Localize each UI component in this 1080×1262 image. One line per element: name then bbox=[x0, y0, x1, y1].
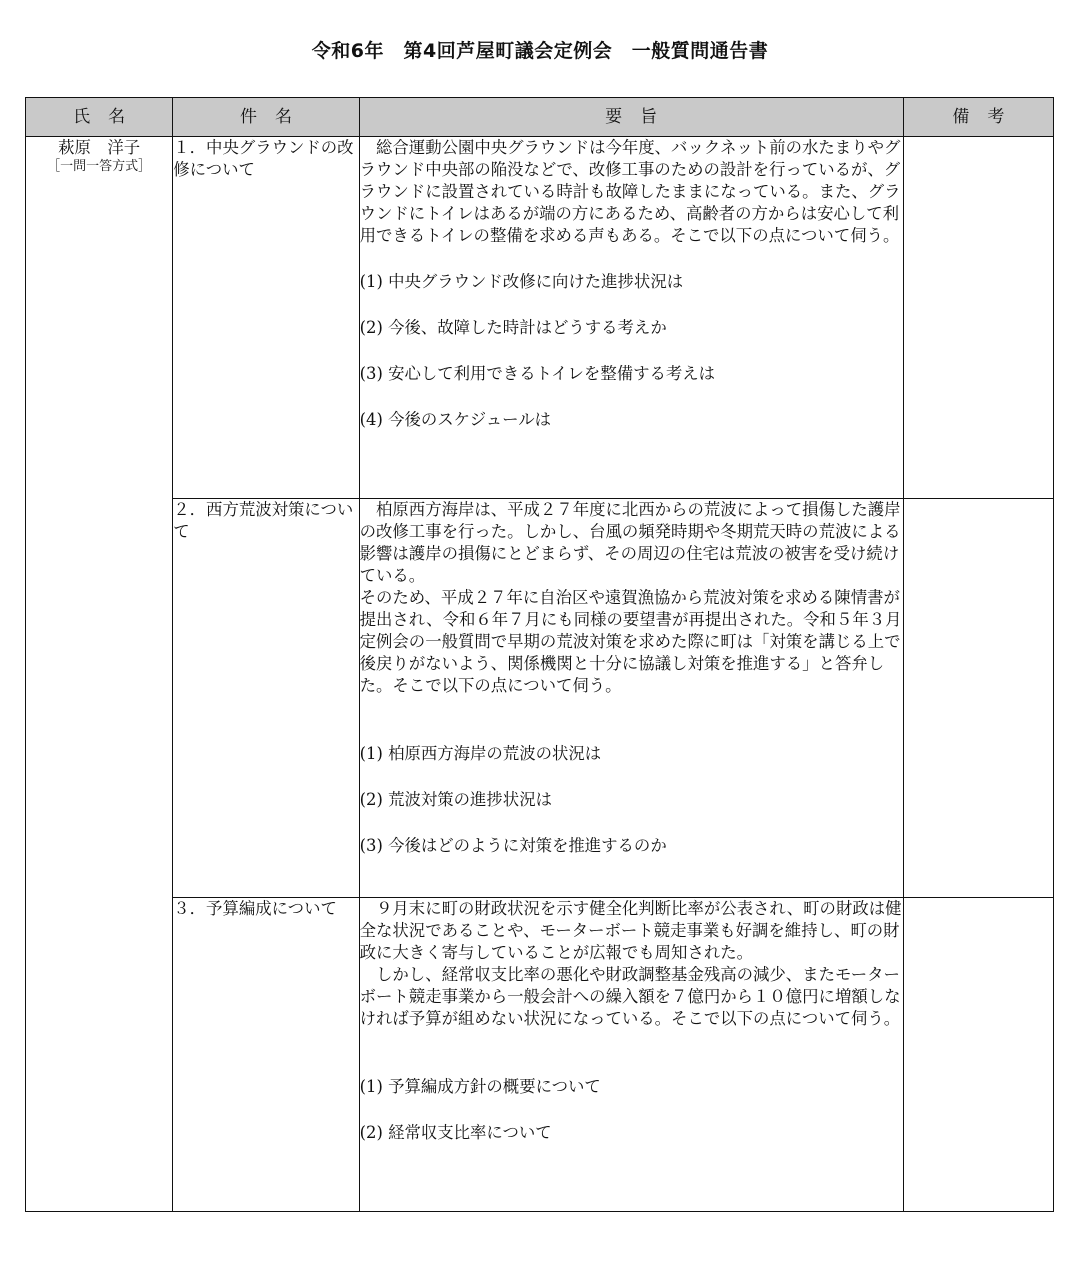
question-item: (4) 今後のスケジュールは bbox=[359, 410, 551, 429]
remarks-cell bbox=[903, 898, 1053, 1212]
subject-text: ３．予算編成について bbox=[173, 899, 337, 918]
question-list bbox=[360, 743, 903, 857]
question-item: (2) 経常収支比率について bbox=[359, 1123, 552, 1142]
member-cell bbox=[26, 137, 173, 1212]
subject-text: １．中央グラウンドの改修について bbox=[173, 138, 354, 179]
subject-cell bbox=[173, 137, 359, 499]
summary-text: 総合運動公園中央グラウンドは今年度、バックネット前の水たまりやグラウンド中央部の陥没などで、改修工事のための設計を行っているが、グラウンドに設置されている時計も故障したままになっている。また、グラウンドにトイレはあるが端の方にあるため、高齢者の方からは安心して利用できるトイレの整備を求める声もある。そこで以下の点について伺う。 bbox=[359, 138, 901, 245]
question-item: (1) 中央グラウンド改修に向けた進捗状況は bbox=[359, 272, 684, 291]
page-title: 令和6年 第4回芦屋町議会定例会 一般質問通告書 bbox=[311, 40, 769, 62]
question-list bbox=[360, 271, 903, 431]
summary-cell bbox=[359, 499, 903, 898]
subject-cell bbox=[173, 499, 359, 898]
question-item: (2) 荒波対策の進捗状況は bbox=[359, 790, 552, 809]
question-item: (1) 予算編成方針の概要について bbox=[359, 1077, 601, 1096]
question-notice-table bbox=[25, 97, 1054, 1212]
table-row bbox=[26, 499, 1054, 898]
summary-cell bbox=[359, 898, 903, 1212]
header-summary: 要旨 bbox=[359, 98, 903, 137]
question-item: (1) 柏原西方海岸の荒波の状況は bbox=[359, 744, 602, 763]
table-row bbox=[26, 898, 1054, 1212]
summary-cell bbox=[359, 137, 903, 499]
member-name: 萩原 洋子 bbox=[58, 138, 141, 157]
question-item: (3) 安心して利用できるトイレを整備する考えは bbox=[359, 364, 716, 383]
question-list bbox=[360, 1076, 903, 1144]
question-item: (2) 今後、故障した時計はどうする考えか bbox=[359, 318, 667, 337]
summary-text: ９月末に町の財政状況を示す健全化判断比率が公表され、町の財政は健全な状況であることや、モーターボート競走事業も好調を維持し、町の財政に大きく寄与していることが広報でも周知された。 しかし、経常収支比率の悪化や財政調整基金残高の減少、またモーターボート競走事業から一般会計への繰入額を７億円から１０億円に増額しなければ予算が組めない状況になっている。そこで以下の点について伺う。 bbox=[359, 899, 902, 1028]
remarks-cell bbox=[903, 137, 1053, 499]
summary-text: 柏原西方海岸は、平成２７年度に北西からの荒波によって損傷した護岸の改修工事を行った。しかし、台風の頻発時期や冬期荒天時の荒波による影響は護岸の損傷にとどまらず、その周辺の住宅は荒波の被害を受け続けている。 そのため、平成２７年に自治区や遠賀漁協から荒波対策を求める陳情書が提出され、令和６年７月にも同様の要望書が再提出された。令和５年３月定例会の一般質問で早期の荒波対策を求めた際に町は「対策を講じる上で後戻りがないよう、関係機関と十分に協議し対策を推進する」と答弁した。そこで以下の点について伺う。 bbox=[359, 500, 902, 695]
question-item: (3) 今後はどのように対策を推進するのか bbox=[359, 836, 667, 855]
table-header-row bbox=[26, 98, 1054, 137]
subject-cell bbox=[173, 898, 359, 1212]
table-row bbox=[26, 137, 1054, 499]
subject-text: ２．西方荒波対策について bbox=[173, 500, 354, 541]
header-name: 氏名 bbox=[26, 98, 173, 137]
header-remarks: 備考 bbox=[903, 98, 1053, 137]
remarks-cell bbox=[903, 499, 1053, 898]
header-subject: 件名 bbox=[173, 98, 359, 137]
question-format: ［一問一答方式］ bbox=[47, 159, 152, 174]
